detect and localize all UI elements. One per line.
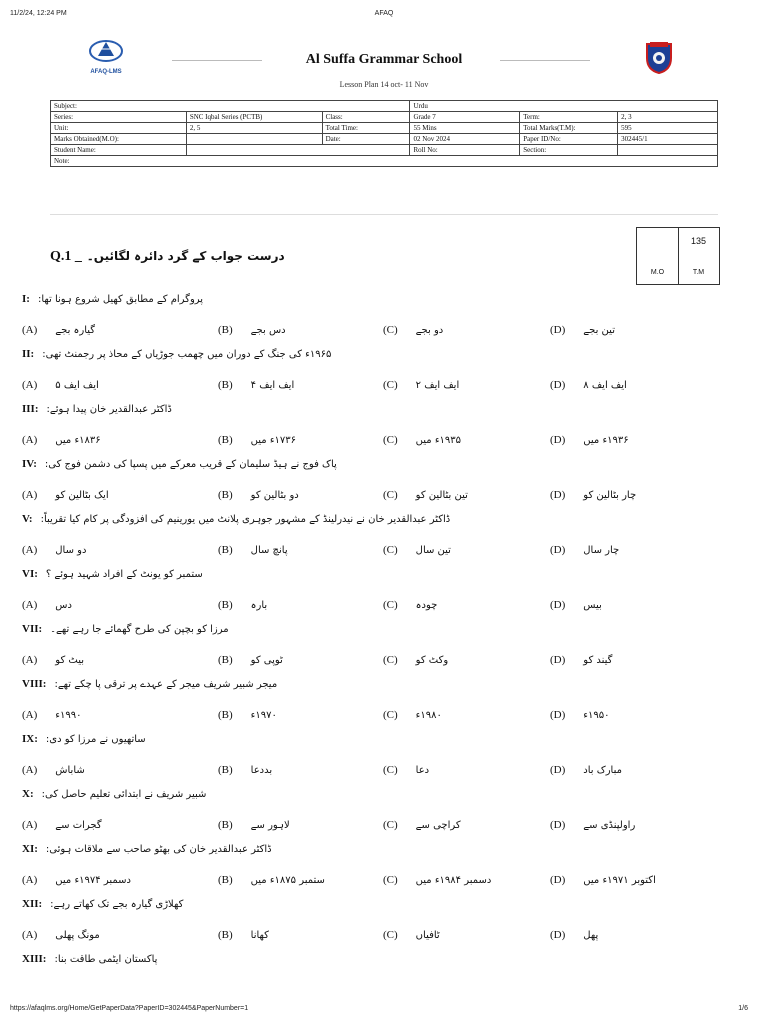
option-text: دسمبر ۱۹۸۴ء میں <box>415 875 492 886</box>
option-letter: (C) <box>383 654 398 666</box>
option-letter: (B) <box>218 874 233 886</box>
option-text: تین بجے <box>583 325 615 336</box>
option-d <box>550 434 629 446</box>
section-divider <box>50 214 718 215</box>
option-b <box>218 654 283 666</box>
option-b <box>218 929 269 941</box>
question-item <box>22 512 450 525</box>
question-roman-number: XIII: <box>22 953 47 965</box>
marks-obtained-value <box>186 134 322 145</box>
print-datetime: 11/2/24, 12:24 PM <box>10 10 67 17</box>
option-a <box>22 489 109 501</box>
question-item <box>22 732 146 745</box>
question-text: کھلاڑی گیارہ بجے تک کھاتے رہے: <box>50 899 184 910</box>
total-marks-value: 595 <box>618 123 718 134</box>
option-text: ۱۹۳۶ء میں <box>583 435 629 446</box>
option-c <box>383 929 440 941</box>
term-value: 2, 3 <box>618 112 718 123</box>
option-text: ۱۹۸۰ء <box>415 710 442 721</box>
question-item <box>22 622 229 635</box>
term-label: Term: <box>520 112 618 123</box>
option-d <box>550 929 598 941</box>
question-item <box>22 567 203 580</box>
option-letter: (A) <box>22 709 38 721</box>
question-text: ڈاکٹر عبدالقدیر خان کی بھٹو صاحب سے ملاقات ہوئی: <box>45 844 272 855</box>
info-row-note <box>51 156 718 167</box>
option-letter: (D) <box>550 379 566 391</box>
option-letter: (D) <box>550 489 566 501</box>
option-a <box>22 819 102 831</box>
option-text: دسمبر ۱۹۷۴ء میں <box>55 875 131 886</box>
marks-mo-label: M.O <box>650 269 665 276</box>
question-heading <box>50 248 285 265</box>
option-letter: (A) <box>22 324 38 336</box>
option-letter: (D) <box>550 819 566 831</box>
option-text: تین سال <box>415 545 451 556</box>
option-text: دس <box>55 600 72 611</box>
question-text: ستمبر کو یونٹ کے افراد شہید ہوئے ؟ <box>45 569 203 580</box>
option-text: ۱۹۵۰ء <box>583 710 610 721</box>
option-text: ۱۹۹۰ء <box>55 710 82 721</box>
option-text: اکتوبر ۱۹۷۱ء میں <box>583 875 656 886</box>
option-letter: (C) <box>383 819 398 831</box>
option-a <box>22 654 84 666</box>
question-text: پاکستان ایٹمی طاقت بنا: <box>54 954 158 965</box>
option-letter: (C) <box>383 544 398 556</box>
option-d <box>550 819 635 831</box>
marks-box <box>636 227 720 285</box>
question-item <box>22 347 331 360</box>
option-letter: (A) <box>22 654 38 666</box>
option-text: بیٹ کو <box>55 655 85 666</box>
option-c <box>383 379 459 391</box>
option-c <box>383 599 437 611</box>
marks-obtained-label: Marks Obtained(M.O): <box>51 134 187 145</box>
option-text: ۱۹۳۵ء میں <box>415 435 462 446</box>
question-item <box>22 457 337 470</box>
option-letter: (A) <box>22 379 38 391</box>
option-text: راولپنڈی سے <box>583 820 636 831</box>
option-text: ایف ایف ۴ <box>250 380 295 391</box>
option-d <box>550 544 619 556</box>
option-letter: (C) <box>383 324 398 336</box>
question-item <box>22 952 157 965</box>
question-roman-number: X: <box>22 788 34 800</box>
option-letter: (C) <box>383 874 398 886</box>
section-value <box>618 145 718 156</box>
option-letter: (C) <box>383 489 398 501</box>
option-text: دو سال <box>55 545 87 556</box>
unit-label: Unit: <box>51 123 187 134</box>
option-letter: (C) <box>383 709 398 721</box>
option-text: دعا <box>415 765 430 776</box>
student-name-label: Student Name: <box>51 145 187 156</box>
option-text: ۱۸۳۶ء میں <box>55 435 101 446</box>
note-label: Note: <box>51 156 718 167</box>
question-text: شبیر شریف نے ابتدائی تعلیم حاصل کی: <box>41 789 207 800</box>
lesson-plan-title: Lesson Plan 14 oct- 11 Nov <box>339 80 429 89</box>
option-text: چودہ <box>415 600 438 611</box>
option-b <box>218 324 286 336</box>
option-text: گیند کو <box>583 655 613 666</box>
option-letter: (B) <box>218 434 233 446</box>
header-rule-right <box>500 60 590 61</box>
option-b <box>218 874 325 886</box>
option-text: ایک بٹالین کو <box>55 490 109 501</box>
option-letter: (A) <box>22 544 38 556</box>
option-text: ایف ایف ۸ <box>583 380 627 391</box>
option-d <box>550 874 656 886</box>
option-letter: (D) <box>550 764 566 776</box>
question-text: میجر شبیر شریف میجر کے عہدے پر ترقی پا چکے تھے: <box>54 679 278 690</box>
question-roman-number: VI: <box>22 568 38 580</box>
option-text: ستمبر ۱۸۷۵ء میں <box>250 875 325 886</box>
question-text: ساتھیوں نے مرزا کو دی: <box>45 734 146 745</box>
question-roman-number: IX: <box>22 733 38 745</box>
question-item <box>22 897 183 910</box>
option-a <box>22 929 100 941</box>
class-label: Class: <box>322 112 410 123</box>
option-text: شاباش <box>55 765 85 776</box>
question-roman-number: II: <box>22 348 35 360</box>
student-name-value <box>186 145 410 156</box>
roll-no-label: Roll No: <box>410 145 520 156</box>
option-text: دو بٹالین کو <box>250 490 299 501</box>
option-text: دس بجے <box>250 325 286 336</box>
option-text: وکٹ کو <box>415 655 449 666</box>
question-roman-number: VII: <box>22 623 43 635</box>
option-letter: (D) <box>550 929 566 941</box>
option-b <box>218 709 277 721</box>
option-letter: (C) <box>383 929 398 941</box>
option-c <box>383 489 468 501</box>
section-label: Section: <box>520 145 618 156</box>
option-text: چار بٹالین کو <box>583 490 637 501</box>
info-row-marks <box>51 134 718 145</box>
option-text: دو بجے <box>415 325 444 336</box>
paper-id-value: 302445/1 <box>618 134 718 145</box>
option-text: لاہور سے <box>250 820 290 831</box>
unit-value: 2, 5 <box>186 123 322 134</box>
option-b <box>218 544 288 556</box>
info-row-subject <box>51 101 718 112</box>
question-roman-number: IV: <box>22 458 37 470</box>
option-text: بیس <box>583 600 602 611</box>
option-d <box>550 764 622 776</box>
option-letter: (B) <box>218 929 233 941</box>
option-text: کراچی سے <box>415 820 461 831</box>
option-a <box>22 764 85 776</box>
option-text: ایف ایف ۵ <box>55 380 99 391</box>
option-letter: (A) <box>22 874 38 886</box>
question-instruction: درست جواب کے گرد دائرہ لگائیں۔ <box>86 249 285 263</box>
paper-id-label: Paper ID/No: <box>520 134 618 145</box>
option-letter: (A) <box>22 434 38 446</box>
question-text: پروگرام کے مطابق کھیل شروع ہونا تھا: <box>37 294 204 305</box>
option-c <box>383 544 451 556</box>
option-d <box>550 709 609 721</box>
print-url: https://afaqlms.org/Home/GetPaperData?PaperID=302445&PaperNumber=1 <box>10 1005 249 1012</box>
svg-text:AFAQ-LMS: AFAQ-LMS <box>90 69 122 75</box>
total-marks-label: Total Marks(T.M): <box>520 123 618 134</box>
subject-value: Urdu <box>410 101 718 112</box>
option-letter: (D) <box>550 434 566 446</box>
option-a <box>22 324 95 336</box>
option-text: چار سال <box>583 545 620 556</box>
question-item <box>22 292 203 305</box>
question-item <box>22 402 172 415</box>
question-roman-number: XI: <box>22 843 38 855</box>
option-letter: (A) <box>22 819 38 831</box>
series-value: SNC Iqbal Series (PCTB) <box>186 112 322 123</box>
total-time-value: 55 Mins <box>410 123 520 134</box>
school-name: Al Suffa Grammar School <box>305 52 463 67</box>
option-letter: (C) <box>383 764 398 776</box>
option-a <box>22 709 81 721</box>
marks-total-value: 135 <box>690 236 707 246</box>
subject-label: Subject: <box>51 101 410 112</box>
option-letter: (C) <box>383 599 398 611</box>
option-letter: (B) <box>218 379 233 391</box>
option-letter: (D) <box>550 324 566 336</box>
option-c <box>383 874 491 886</box>
option-c <box>383 434 461 446</box>
option-b <box>218 489 299 501</box>
option-text: پھل <box>583 930 599 941</box>
info-row-series <box>51 112 718 123</box>
option-letter: (D) <box>550 709 566 721</box>
date-value: 02 Nov 2024 <box>410 134 520 145</box>
option-c <box>383 709 442 721</box>
option-letter: (A) <box>22 599 38 611</box>
option-letter: (B) <box>218 599 233 611</box>
option-letter: (B) <box>218 324 233 336</box>
option-c <box>383 764 429 776</box>
option-d <box>550 654 612 666</box>
school-crest-logo <box>645 40 673 74</box>
option-c <box>383 819 461 831</box>
option-letter: (D) <box>550 654 566 666</box>
option-text: ٹوپی کو <box>250 655 283 666</box>
option-a <box>22 599 72 611</box>
option-text: ۱۹۷۰ء <box>250 710 277 721</box>
option-letter: (A) <box>22 489 38 501</box>
option-b <box>218 819 290 831</box>
option-text: بددعا <box>250 765 273 776</box>
option-text: مبارک باد <box>583 765 622 776</box>
option-text: ایف ایف ۲ <box>415 380 460 391</box>
question-roman-number: VIII: <box>22 678 47 690</box>
browser-print-header <box>10 10 758 22</box>
option-letter: (D) <box>550 599 566 611</box>
option-d <box>550 599 602 611</box>
option-b <box>218 764 272 776</box>
question-roman-number: XII: <box>22 898 43 910</box>
option-d <box>550 379 627 391</box>
question-text: پاک فوج نے ہیڈ سلیمان کے قریب معرکے میں پسپا کی دشمن فوج کی: <box>44 459 337 470</box>
option-text: مونگ پھلی <box>55 930 100 941</box>
option-c <box>383 654 448 666</box>
option-text: گیارہ بجے <box>55 325 96 336</box>
option-b <box>218 434 296 446</box>
option-a <box>22 379 99 391</box>
question-roman-number: V: <box>22 513 33 525</box>
option-letter: (B) <box>218 709 233 721</box>
option-text: پانچ سال <box>250 545 288 556</box>
option-letter: (B) <box>218 489 233 501</box>
print-tab-title: AFAQ <box>374 10 394 17</box>
date-label: Date: <box>322 134 410 145</box>
option-text: تین بٹالین کو <box>415 490 468 501</box>
question-item <box>22 842 272 855</box>
question-item <box>22 677 277 690</box>
paper-info-table <box>50 100 718 167</box>
option-letter: (C) <box>383 434 398 446</box>
option-text: گجرات سے <box>55 820 102 831</box>
question-text: ڈاکٹر عبدالقدیر خان نے نیدرلینڈ کے مشہور جوہری پلانٹ میں یورینیم کی افزودگی پر کام کیا تقریباً: <box>40 514 451 525</box>
option-b <box>218 379 294 391</box>
question-roman-number: I: <box>22 293 30 305</box>
option-letter: (A) <box>22 764 38 776</box>
info-row-student <box>51 145 718 156</box>
question-number: Q.1 _ <box>50 249 82 264</box>
question-roman-number: III: <box>22 403 39 415</box>
option-b <box>218 599 267 611</box>
question-text: ڈاکٹر عبدالقدیر خان پیدا ہوئے: <box>46 404 172 415</box>
info-row-unit <box>51 123 718 134</box>
option-d <box>550 489 636 501</box>
option-letter: (A) <box>22 929 38 941</box>
option-c <box>383 324 443 336</box>
class-value: Grade 7 <box>410 112 520 123</box>
option-letter: (B) <box>218 819 233 831</box>
option-letter: (C) <box>383 379 398 391</box>
series-label: Series: <box>51 112 187 123</box>
option-letter: (B) <box>218 544 233 556</box>
option-text: بارہ <box>250 600 268 611</box>
option-text: کھانا <box>250 930 269 941</box>
option-text: ۱۷۳۶ء میں <box>250 435 297 446</box>
question-text: ۱۹۶۵ء کی جنگ کے دوران میں چھمب جوڑیاں کے محاذ پر رجمنٹ تھی: <box>42 349 332 360</box>
option-a <box>22 434 101 446</box>
total-time-label: Total Time: <box>322 123 410 134</box>
option-letter: (D) <box>550 544 566 556</box>
option-letter: (B) <box>218 764 233 776</box>
option-letter: (D) <box>550 874 566 886</box>
print-page-number: 1/6 <box>738 1005 748 1012</box>
question-text: مرزا کو بچپن کی طرح گھمائے جا رہے تھے۔ <box>50 624 229 635</box>
option-d <box>550 324 615 336</box>
option-a <box>22 544 86 556</box>
marks-tm-label: T.M <box>692 269 705 276</box>
question-item <box>22 787 206 800</box>
option-a <box>22 874 131 886</box>
option-text: ٹافیاں <box>415 930 440 941</box>
option-letter: (B) <box>218 654 233 666</box>
